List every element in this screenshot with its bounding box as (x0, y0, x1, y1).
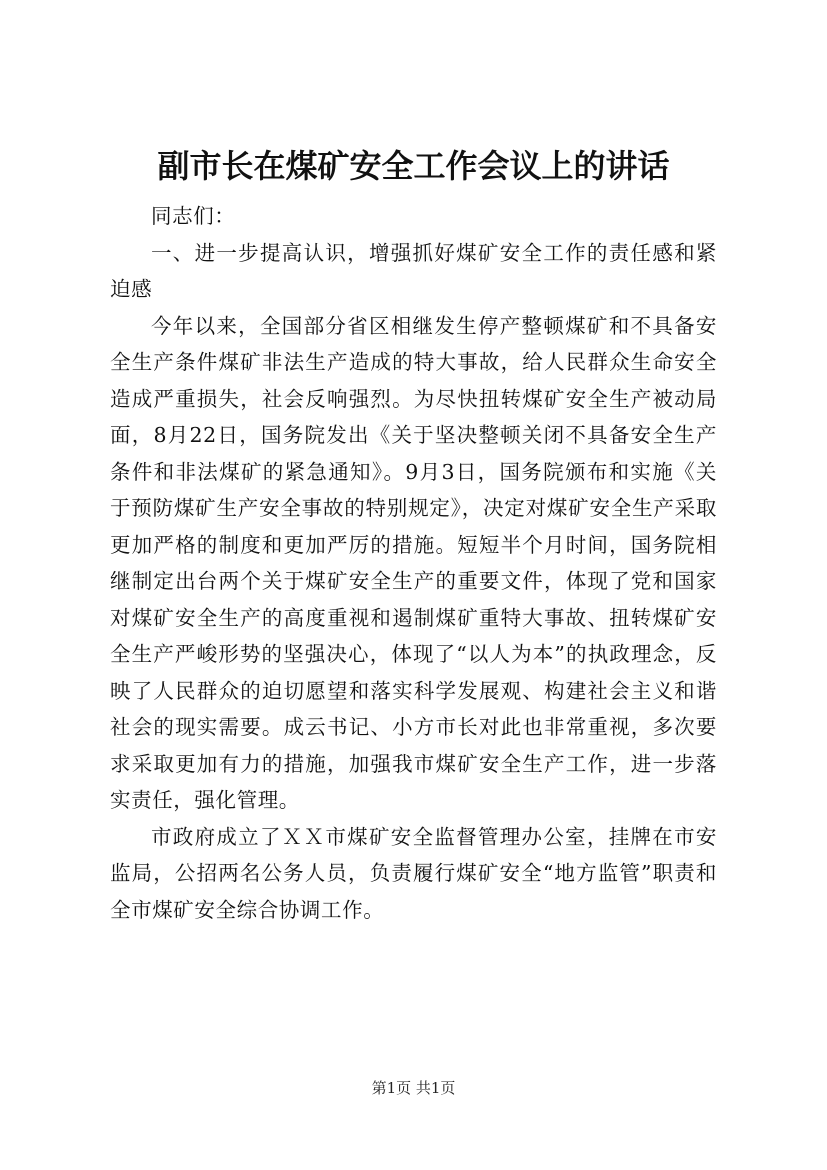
document-body (110, 198, 717, 928)
page-footer: 第1页 共1页 (371, 1079, 456, 1097)
salutation-paragraph: 同志们： (151, 204, 236, 228)
section-heading-paragraph: 一、进一步提高认识，增强抓好煤矿安全工作的责任感和紧迫感 (110, 240, 717, 301)
body-paragraph: 今年以来，全国部分省区相继发生停产整顿煤矿和不具备安全生产条件煤矿非法生产造成的特大事故，给人民群众生命安全造成严重损失，社会反响强烈。为尽快扭转煤矿安全生产被动局面，8月22日，国务院发出《关于坚决整顿关闭不具备安全生产条件和非法煤矿的紧急通知》。9月3日，国务院颁布和实施《关于预防煤矿生产安全事故的特别规定》，决定对煤矿安全生产采取更加严格的制度和更加严厉的措施。短短半个月时间，国务院相继制定出台两个关于煤矿安全生产的重要文件，体现了党和国家对煤矿安全生产的高度重视和遏制煤矿重特大事故、扭转煤矿安全生产严峻形势的坚强决心，体现了“以人为本”的执政理念，反映了人民群众的迫切愿望和落实科学发展观、构建社会主义和谐社会的现实需要。成云书记、小方市长对此也非常重视，多次要求采取更加有力的措施，加强我市煤矿安全生产工作，进一步落实责任，强化管理。 (110, 313, 717, 812)
body-paragraph: 市政府成立了ＸＸ市煤矿安全监督管理办公室，挂牌在市安监局，公招两名公务人员，负责履行煤矿安全“地方监管”职责和全市煤矿安全综合协调工作。 (110, 824, 717, 922)
page-title: 副市长在煤矿安全工作会议上的讲话 (157, 147, 670, 185)
